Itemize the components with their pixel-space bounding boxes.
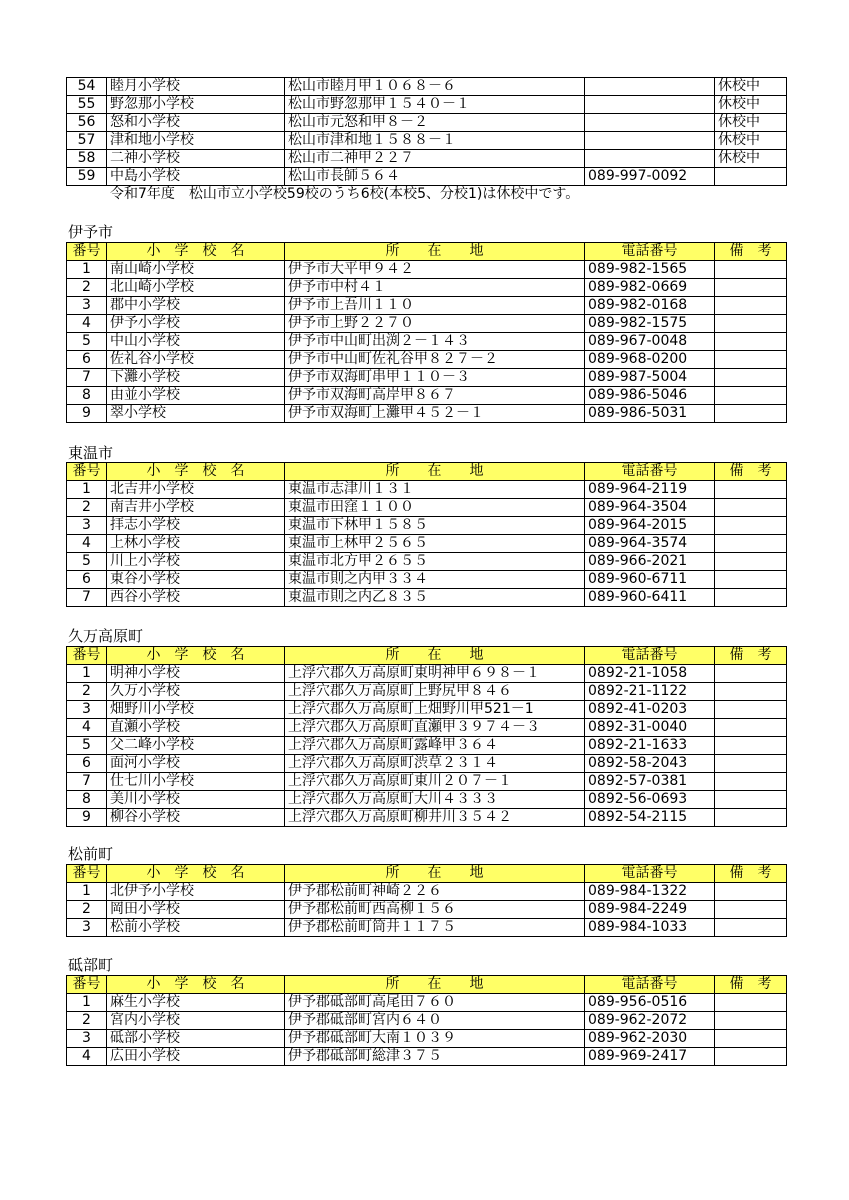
- cell-remarks: [715, 994, 787, 1012]
- table-row: [67, 279, 787, 297]
- cell-number: 3: [67, 919, 107, 937]
- header-remarks: 備 考: [715, 865, 787, 883]
- table-row: [67, 994, 787, 1012]
- table-row: [67, 719, 787, 737]
- header-phone: 電話番号: [585, 243, 715, 261]
- cell-school-name: 上林小学校: [107, 535, 285, 553]
- cell-number: 2: [67, 1012, 107, 1030]
- cell-school-name: 南山崎小学校: [107, 261, 285, 279]
- table-row: [67, 387, 787, 405]
- cell-remarks: [715, 351, 787, 369]
- table-row: [67, 589, 787, 607]
- cell-remarks: [715, 387, 787, 405]
- cell-school-name: 麻生小学校: [107, 994, 285, 1012]
- table-row: [67, 333, 787, 351]
- cell-number: 4: [67, 535, 107, 553]
- cell-school-name: 美川小学校: [107, 791, 285, 809]
- toon-table: [66, 462, 787, 607]
- cell-address: 伊予郡砥部町高尾田７６０: [285, 994, 585, 1012]
- table-row: [67, 683, 787, 701]
- cell-number: 57: [67, 132, 107, 150]
- cell-number: 3: [67, 517, 107, 535]
- table-header-row: [67, 865, 787, 883]
- header-remarks: 備 考: [715, 976, 787, 994]
- cell-phone: 0892-21-1633: [585, 737, 715, 755]
- table-row: [67, 517, 787, 535]
- cell-remarks: [715, 168, 787, 186]
- cell-remarks: [715, 535, 787, 553]
- table-row: [67, 315, 787, 333]
- cell-school-name: 宮内小学校: [107, 1012, 285, 1030]
- table-row: [67, 1048, 787, 1066]
- cell-number: 4: [67, 719, 107, 737]
- cell-address: 伊予郡松前町神崎２２６: [285, 883, 585, 901]
- cell-phone: 089-982-0168: [585, 297, 715, 315]
- table-row: [67, 883, 787, 901]
- cell-address: 伊予市中山町出渕２－１４３: [285, 333, 585, 351]
- cell-remarks: 休校中: [715, 132, 787, 150]
- header-number: 番号: [67, 463, 107, 481]
- cell-phone: [585, 114, 715, 132]
- cell-phone: 0892-31-0040: [585, 719, 715, 737]
- cell-remarks: [715, 315, 787, 333]
- cell-school-name: 砥部小学校: [107, 1030, 285, 1048]
- cell-number: 7: [67, 369, 107, 387]
- cell-school-name: 畑野川小学校: [107, 701, 285, 719]
- table-row: [67, 78, 787, 96]
- cell-phone: 089-986-5031: [585, 405, 715, 423]
- table-row: [67, 150, 787, 168]
- cell-phone: 089-956-0516: [585, 994, 715, 1012]
- cell-school-name: 翠小学校: [107, 405, 285, 423]
- cell-address: 東温市則之内乙８３５: [285, 589, 585, 607]
- cell-number: 56: [67, 114, 107, 132]
- header-school-name: 小 学 校 名: [107, 865, 285, 883]
- masaki-table-block: [66, 864, 786, 937]
- header-remarks: 備 考: [715, 463, 787, 481]
- masaki-table: [66, 864, 787, 937]
- cell-school-name: 佐礼谷小学校: [107, 351, 285, 369]
- header-phone: 電話番号: [585, 976, 715, 994]
- cell-number: 4: [67, 315, 107, 333]
- cell-phone: 089-968-0200: [585, 351, 715, 369]
- cell-number: 5: [67, 553, 107, 571]
- cell-school-name: 北山崎小学校: [107, 279, 285, 297]
- cell-phone: 089-960-6411: [585, 589, 715, 607]
- cell-number: 6: [67, 351, 107, 369]
- table-row: [67, 132, 787, 150]
- cell-phone: 0892-54-2115: [585, 809, 715, 827]
- cell-phone: 089-984-2249: [585, 901, 715, 919]
- table-row: [67, 737, 787, 755]
- cell-remarks: 休校中: [715, 114, 787, 132]
- cell-phone: 089-987-5004: [585, 369, 715, 387]
- table-row: [67, 701, 787, 719]
- header-school-name: 小 学 校 名: [107, 243, 285, 261]
- cell-remarks: [715, 333, 787, 351]
- cell-phone: 089-982-1565: [585, 261, 715, 279]
- cell-number: 6: [67, 755, 107, 773]
- header-remarks: 備 考: [715, 647, 787, 665]
- cell-address: 東温市志津川１３１: [285, 481, 585, 499]
- section-title-tobe: 砥部町: [68, 956, 114, 974]
- cell-address: 伊予市双海町高岸甲８６７: [285, 387, 585, 405]
- cell-address: 伊予郡砥部町大南１０３９: [285, 1030, 585, 1048]
- table-row: [67, 791, 787, 809]
- cell-address: 伊予市上野２２７０: [285, 315, 585, 333]
- cell-remarks: [715, 297, 787, 315]
- cell-remarks: [715, 517, 787, 535]
- cell-remarks: [715, 1048, 787, 1066]
- cell-remarks: [715, 719, 787, 737]
- cell-address: 東温市則之内甲３３４: [285, 571, 585, 589]
- cell-remarks: [715, 791, 787, 809]
- table-header-row: [67, 647, 787, 665]
- iyo-table: [66, 242, 787, 423]
- kumakogen-table: [66, 646, 787, 827]
- cell-school-name: 川上小学校: [107, 553, 285, 571]
- cell-address: 伊予市中村４１: [285, 279, 585, 297]
- tobe-table: [66, 975, 787, 1066]
- cell-address: 松山市津和地１５８８－１: [285, 132, 585, 150]
- cell-school-name: 睦月小学校: [107, 78, 285, 96]
- cell-school-name: 中山小学校: [107, 333, 285, 351]
- cell-school-name: 仕七川小学校: [107, 773, 285, 791]
- cell-phone: 0892-57-0381: [585, 773, 715, 791]
- cell-number: 9: [67, 405, 107, 423]
- cell-address: 上浮穴郡久万高原町上畑野川甲521－1: [285, 701, 585, 719]
- cell-address: 上浮穴郡久万高原町大川４３３３: [285, 791, 585, 809]
- cell-phone: 089-966-2021: [585, 553, 715, 571]
- table-row: [67, 168, 787, 186]
- cell-number: 2: [67, 279, 107, 297]
- cell-address: 上浮穴郡久万高原町東明神甲６９８－１: [285, 665, 585, 683]
- cell-address: 松山市二神甲２２７: [285, 150, 585, 168]
- cell-remarks: [715, 883, 787, 901]
- cell-address: 伊予市双海町串甲１１０－３: [285, 369, 585, 387]
- cell-number: 8: [67, 791, 107, 809]
- header-remarks: 備 考: [715, 243, 787, 261]
- matsuyama-table: [66, 77, 787, 186]
- cell-school-name: 拝志小学校: [107, 517, 285, 535]
- cell-school-name: 下灘小学校: [107, 369, 285, 387]
- cell-address: 伊予市上吾川１１０: [285, 297, 585, 315]
- cell-remarks: [715, 369, 787, 387]
- cell-address: 伊予市中山町佐礼谷甲８２７－２: [285, 351, 585, 369]
- header-address: 所 在 地: [285, 463, 585, 481]
- table-row: [67, 351, 787, 369]
- cell-school-name: 由並小学校: [107, 387, 285, 405]
- cell-school-name: 松前小学校: [107, 919, 285, 937]
- section-title-iyo: 伊予市: [68, 223, 114, 241]
- cell-number: 1: [67, 665, 107, 683]
- table-row: [67, 499, 787, 517]
- cell-phone: 089-962-2030: [585, 1030, 715, 1048]
- cell-school-name: 面河小学校: [107, 755, 285, 773]
- table-row: [67, 369, 787, 387]
- cell-remarks: [715, 571, 787, 589]
- cell-school-name: 中島小学校: [107, 168, 285, 186]
- table-row: [67, 755, 787, 773]
- table-row: [67, 665, 787, 683]
- header-phone: 電話番号: [585, 865, 715, 883]
- cell-school-name: 西谷小学校: [107, 589, 285, 607]
- cell-school-name: 郡中小学校: [107, 297, 285, 315]
- cell-address: 伊予郡松前町筒井１１７５: [285, 919, 585, 937]
- cell-number: 1: [67, 883, 107, 901]
- cell-number: 3: [67, 1030, 107, 1048]
- cell-remarks: [715, 1030, 787, 1048]
- cell-address: 伊予郡砥部町宮内６４０: [285, 1012, 585, 1030]
- matsuyama-footnote: 令和7年度 松山市立小学校59校のうち6校(本校5、分校1)は休校中です。: [110, 186, 580, 202]
- table-header-row: [67, 463, 787, 481]
- cell-school-name: 怒和小学校: [107, 114, 285, 132]
- cell-number: 3: [67, 701, 107, 719]
- cell-address: 東温市上林甲２５６５: [285, 535, 585, 553]
- header-address: 所 在 地: [285, 976, 585, 994]
- header-phone: 電話番号: [585, 463, 715, 481]
- table-row: [67, 1030, 787, 1048]
- cell-school-name: 広田小学校: [107, 1048, 285, 1066]
- cell-number: 1: [67, 481, 107, 499]
- cell-number: 3: [67, 297, 107, 315]
- cell-phone: 089-964-3574: [585, 535, 715, 553]
- cell-phone: 0892-41-0203: [585, 701, 715, 719]
- cell-phone: [585, 96, 715, 114]
- table-row: [67, 901, 787, 919]
- cell-remarks: [715, 755, 787, 773]
- section-title-kumakogen: 久万高原町: [68, 627, 144, 645]
- table-row: [67, 535, 787, 553]
- cell-phone: 089-982-1575: [585, 315, 715, 333]
- cell-remarks: [715, 919, 787, 937]
- cell-number: 1: [67, 994, 107, 1012]
- cell-phone: 0892-58-2043: [585, 755, 715, 773]
- cell-phone: 0892-21-1122: [585, 683, 715, 701]
- cell-phone: 089-964-3504: [585, 499, 715, 517]
- header-school-name: 小 学 校 名: [107, 463, 285, 481]
- header-address: 所 在 地: [285, 865, 585, 883]
- table-row: [67, 481, 787, 499]
- header-phone: 電話番号: [585, 647, 715, 665]
- header-number: 番号: [67, 243, 107, 261]
- cell-number: 7: [67, 589, 107, 607]
- cell-phone: 089-982-0669: [585, 279, 715, 297]
- matsuyama-table-block: [66, 77, 786, 186]
- cell-number: 54: [67, 78, 107, 96]
- cell-school-name: 東谷小学校: [107, 571, 285, 589]
- cell-phone: 0892-21-1058: [585, 665, 715, 683]
- cell-number: 9: [67, 809, 107, 827]
- table-header-row: [67, 243, 787, 261]
- cell-address: 上浮穴郡久万高原町渋草２３１４: [285, 755, 585, 773]
- cell-remarks: [715, 809, 787, 827]
- kumakogen-table-block: [66, 646, 786, 827]
- cell-remarks: [715, 701, 787, 719]
- cell-school-name: 二神小学校: [107, 150, 285, 168]
- cell-address: 松山市野忽那甲１５４０－１: [285, 96, 585, 114]
- cell-phone: 089-997-0092: [585, 168, 715, 186]
- table-row: [67, 96, 787, 114]
- cell-remarks: [715, 683, 787, 701]
- cell-number: 5: [67, 737, 107, 755]
- table-row: [67, 571, 787, 589]
- header-number: 番号: [67, 976, 107, 994]
- header-school-name: 小 学 校 名: [107, 976, 285, 994]
- cell-phone: 089-960-6711: [585, 571, 715, 589]
- cell-school-name: 直瀬小学校: [107, 719, 285, 737]
- cell-number: 6: [67, 571, 107, 589]
- tobe-table-block: [66, 975, 786, 1066]
- cell-number: 8: [67, 387, 107, 405]
- cell-number: 1: [67, 261, 107, 279]
- cell-address: 伊予郡砥部町総津３７５: [285, 1048, 585, 1066]
- cell-phone: 089-984-1033: [585, 919, 715, 937]
- header-number: 番号: [67, 647, 107, 665]
- table-row: [67, 261, 787, 279]
- section-title-masaki: 松前町: [68, 845, 114, 863]
- cell-remarks: [715, 773, 787, 791]
- cell-remarks: [715, 481, 787, 499]
- cell-phone: [585, 132, 715, 150]
- header-address: 所 在 地: [285, 243, 585, 261]
- table-row: [67, 1012, 787, 1030]
- cell-remarks: 休校中: [715, 150, 787, 168]
- cell-school-name: 野忽那小学校: [107, 96, 285, 114]
- iyo-table-block: [66, 242, 786, 423]
- cell-address: 上浮穴郡久万高原町直瀬甲３９７４－３: [285, 719, 585, 737]
- cell-remarks: 休校中: [715, 78, 787, 96]
- cell-phone: 089-962-2072: [585, 1012, 715, 1030]
- cell-phone: [585, 150, 715, 168]
- cell-number: 7: [67, 773, 107, 791]
- header-address: 所 在 地: [285, 647, 585, 665]
- cell-phone: 089-967-0048: [585, 333, 715, 351]
- cell-address: 上浮穴郡久万高原町露峰甲３６４: [285, 737, 585, 755]
- cell-number: 2: [67, 683, 107, 701]
- table-row: [67, 773, 787, 791]
- cell-address: 松山市長師５６４: [285, 168, 585, 186]
- cell-phone: 0892-56-0693: [585, 791, 715, 809]
- cell-remarks: [715, 499, 787, 517]
- cell-phone: 089-969-2417: [585, 1048, 715, 1066]
- cell-address: 東温市下林甲１５８５: [285, 517, 585, 535]
- cell-number: 5: [67, 333, 107, 351]
- table-row: [67, 919, 787, 937]
- cell-school-name: 北吉井小学校: [107, 481, 285, 499]
- cell-school-name: 津和地小学校: [107, 132, 285, 150]
- cell-address: 上浮穴郡久万高原町東川２０７－１: [285, 773, 585, 791]
- cell-address: 上浮穴郡久万高原町柳井川３５４２: [285, 809, 585, 827]
- cell-number: 55: [67, 96, 107, 114]
- table-row: [67, 809, 787, 827]
- cell-address: 上浮穴郡久万高原町上野尻甲８４６: [285, 683, 585, 701]
- table-row: [67, 553, 787, 571]
- cell-school-name: 父二峰小学校: [107, 737, 285, 755]
- cell-remarks: [715, 589, 787, 607]
- cell-school-name: 南吉井小学校: [107, 499, 285, 517]
- cell-remarks: [715, 1012, 787, 1030]
- cell-address: 伊予郡松前町西高柳１５６: [285, 901, 585, 919]
- cell-remarks: [715, 279, 787, 297]
- cell-phone: 089-984-1322: [585, 883, 715, 901]
- cell-remarks: [715, 665, 787, 683]
- table-row: [67, 405, 787, 423]
- cell-address: 伊予市大平甲９４２: [285, 261, 585, 279]
- cell-number: 4: [67, 1048, 107, 1066]
- cell-number: 2: [67, 901, 107, 919]
- header-number: 番号: [67, 865, 107, 883]
- cell-remarks: [715, 405, 787, 423]
- section-title-toon: 東温市: [68, 444, 114, 462]
- cell-number: 59: [67, 168, 107, 186]
- cell-school-name: 久万小学校: [107, 683, 285, 701]
- cell-address: 伊予市双海町上灘甲４５２－１: [285, 405, 585, 423]
- cell-number: 58: [67, 150, 107, 168]
- cell-address: 東温市田窪１１００: [285, 499, 585, 517]
- cell-school-name: 柳谷小学校: [107, 809, 285, 827]
- cell-phone: 089-986-5046: [585, 387, 715, 405]
- cell-school-name: 北伊予小学校: [107, 883, 285, 901]
- cell-remarks: [715, 737, 787, 755]
- cell-school-name: 伊予小学校: [107, 315, 285, 333]
- cell-phone: 089-964-2015: [585, 517, 715, 535]
- toon-table-block: [66, 462, 786, 607]
- table-row: [67, 297, 787, 315]
- cell-address: 東温市北方甲２６５５: [285, 553, 585, 571]
- cell-remarks: [715, 261, 787, 279]
- header-school-name: 小 学 校 名: [107, 647, 285, 665]
- cell-phone: 089-964-2119: [585, 481, 715, 499]
- cell-remarks: 休校中: [715, 96, 787, 114]
- cell-number: 2: [67, 499, 107, 517]
- table-row: [67, 114, 787, 132]
- table-header-row: [67, 976, 787, 994]
- cell-phone: [585, 78, 715, 96]
- cell-school-name: 岡田小学校: [107, 901, 285, 919]
- cell-remarks: [715, 553, 787, 571]
- cell-address: 松山市睦月甲１０６８－６: [285, 78, 585, 96]
- cell-school-name: 明神小学校: [107, 665, 285, 683]
- cell-address: 松山市元怒和甲８－２: [285, 114, 585, 132]
- cell-remarks: [715, 901, 787, 919]
